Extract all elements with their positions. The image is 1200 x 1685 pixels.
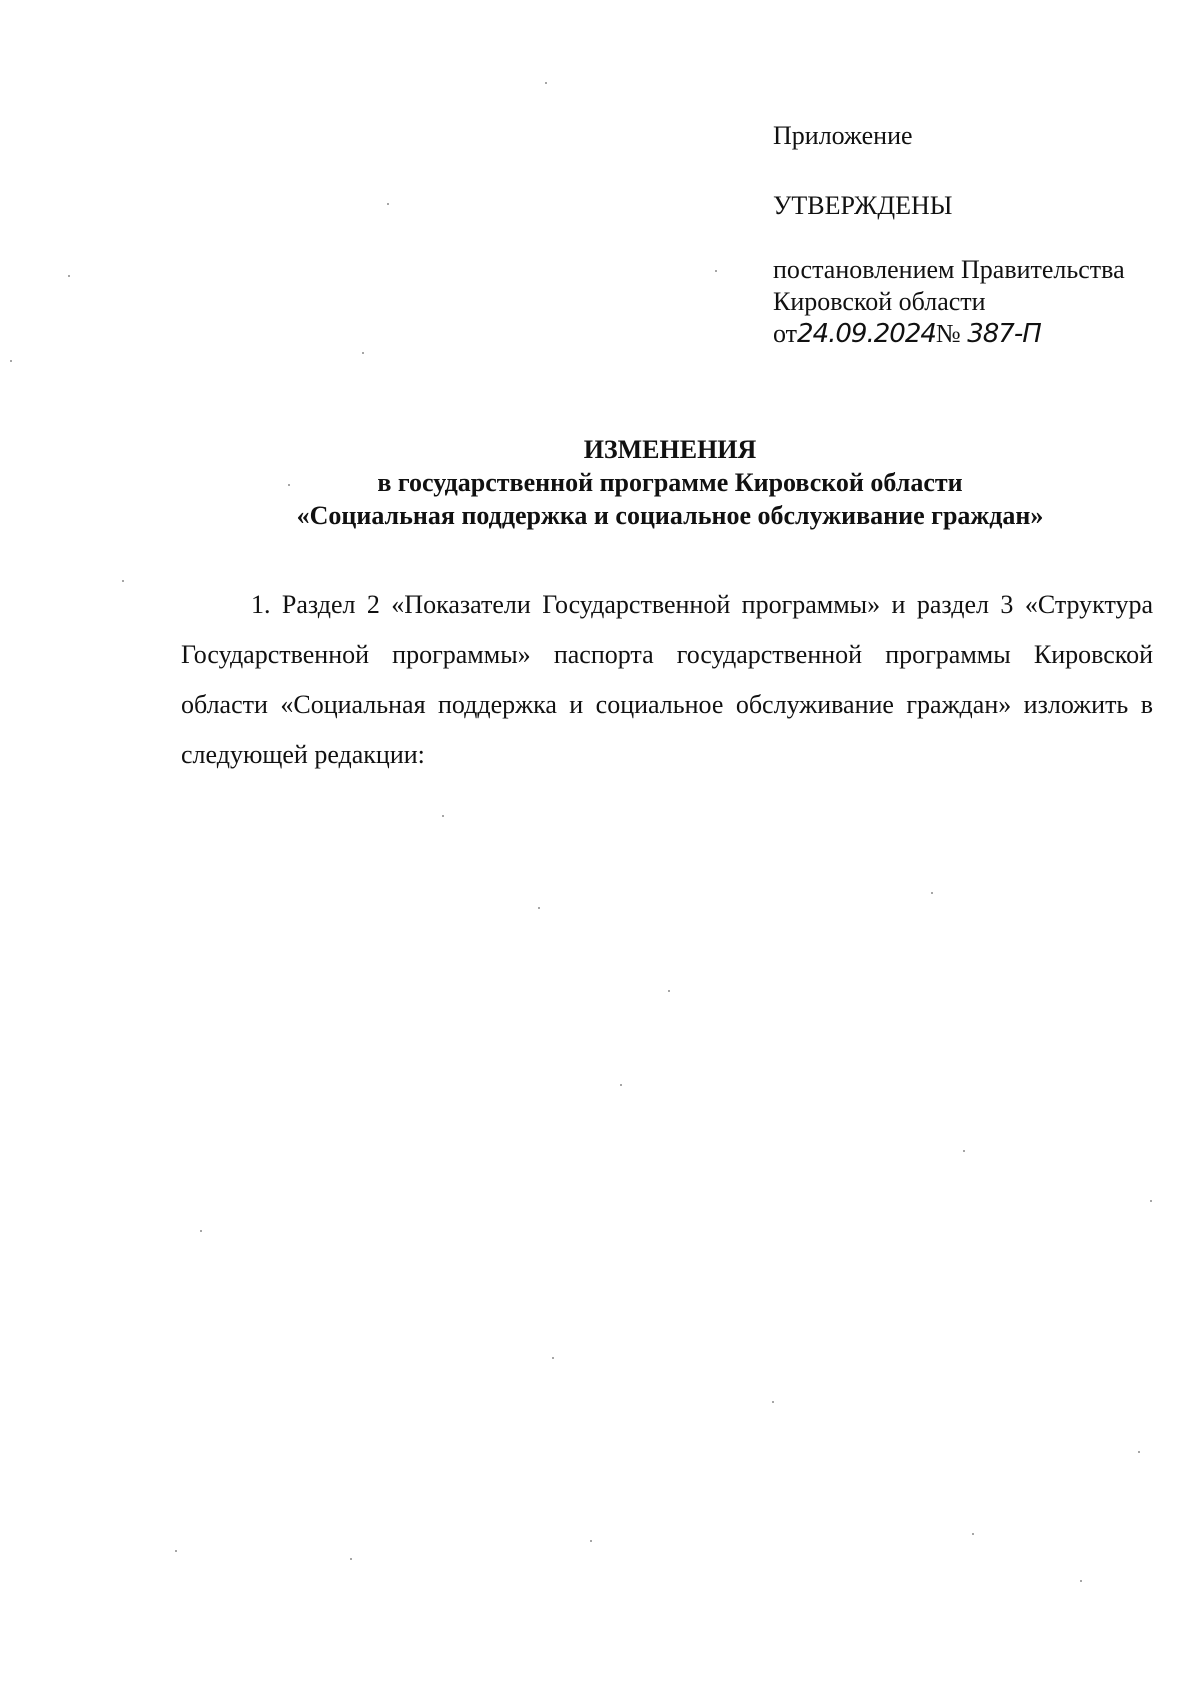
scan-speck — [552, 1357, 554, 1359]
scan-speck — [620, 1084, 622, 1086]
date-prefix: от — [773, 319, 798, 348]
scan-speck — [288, 484, 290, 486]
approved-label: УТВЕРЖДЕНЫ — [773, 191, 953, 220]
scan-speck — [668, 990, 670, 992]
scan-speck — [200, 1230, 202, 1232]
number-prefix: № — [935, 319, 961, 348]
document-title — [0, 433, 1200, 532]
scan-speck — [715, 270, 717, 272]
scan-speck — [1150, 1200, 1152, 1202]
decree-reference — [773, 254, 1125, 350]
decree-date-row — [773, 318, 1125, 350]
handwritten-number: 387-П — [967, 319, 1041, 349]
title-heading: ИЗМЕНЕНИЯ — [583, 435, 757, 464]
scan-speck — [538, 907, 540, 909]
scan-speck — [1080, 1580, 1082, 1582]
scan-speck — [10, 360, 12, 362]
scan-speck — [1138, 1451, 1140, 1453]
scan-speck — [772, 1401, 774, 1403]
scan-speck — [590, 1540, 592, 1542]
title-subheading: в государственной программе Кировской области — [377, 468, 963, 497]
scan-speck — [545, 82, 547, 84]
scan-speck — [68, 275, 70, 277]
decree-line-region: Кировской области — [773, 287, 986, 316]
scan-speck — [175, 1550, 177, 1552]
appendix-label: Приложение — [773, 121, 913, 150]
scan-speck — [931, 892, 933, 894]
decree-line-government: постановлением Правительства — [773, 255, 1125, 284]
scan-speck — [122, 580, 124, 582]
handwritten-date: 24.09.2024 — [797, 319, 936, 349]
scan-speck — [362, 352, 364, 354]
scan-speck — [350, 1558, 352, 1560]
scan-speck — [442, 815, 444, 817]
scan-speck — [387, 203, 389, 205]
body-paragraph: 1. Раздел 2 «Показатели Государственной программы» и раздел 3 «Структура Государственной программы» паспорта государственной программы Кировской области «Социальная поддержка и социальное обслуживание граждан» изложить в следующей редакции: — [181, 590, 1153, 769]
scan-speck — [963, 1150, 965, 1152]
title-program-name: «Социальная поддержка и социальное обслуживание граждан» — [296, 501, 1044, 530]
scan-speck — [972, 1533, 974, 1535]
